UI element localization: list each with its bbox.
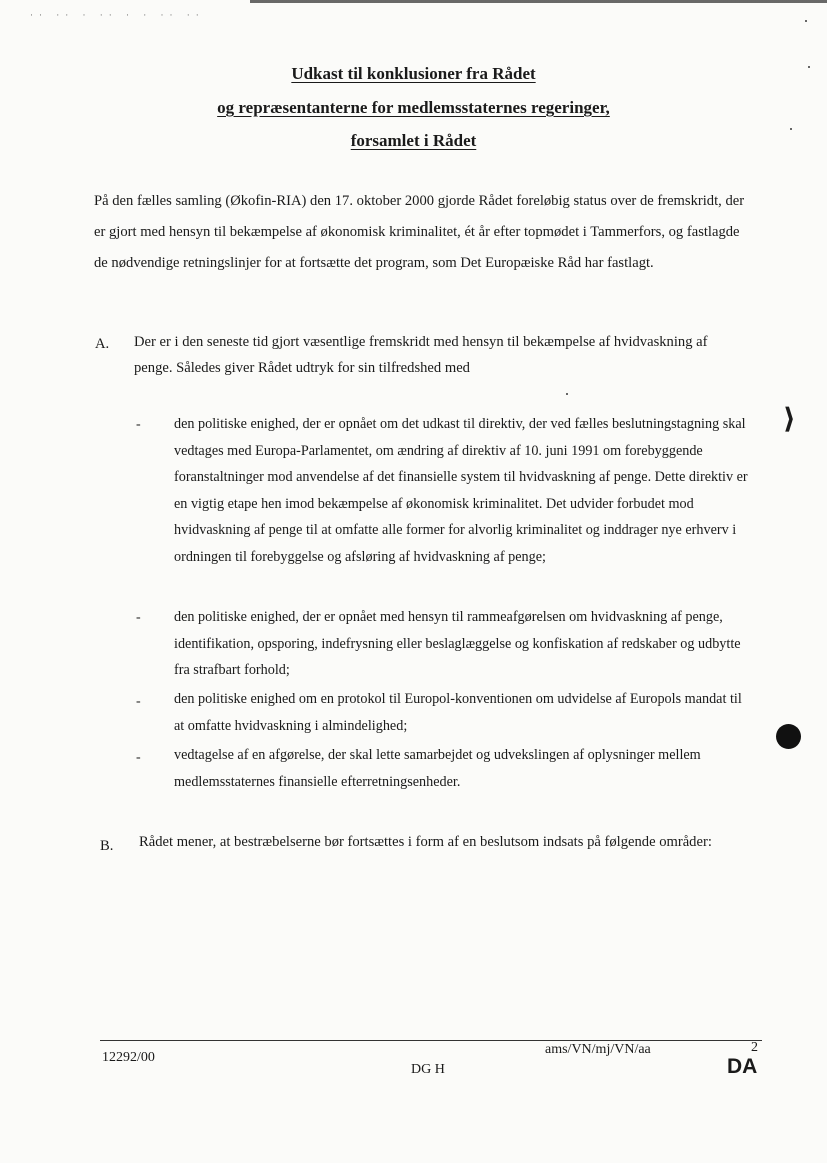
section-b-text: Rådet mener, at bestræbelserne bør fortsættes i form af en beslutsom indsats på følgende områder: [139, 834, 712, 850]
document-number: 12292/00 [102, 1050, 155, 1065]
bullet-marker: - [136, 610, 141, 625]
scan-edge-line [0, 0, 827, 3]
title-line-1: Udkast til konklusioner fra Rådet [291, 64, 536, 83]
punch-hole-dot [776, 724, 801, 749]
bullet-marker: - [136, 750, 141, 765]
page-number: 2 [751, 1040, 758, 1055]
section-b-label: B. [100, 838, 114, 854]
scan-artifact-marks: ·· ·· · ·· · · ·· ·· [30, 10, 205, 20]
scan-mark-hook: ⟩ [783, 404, 796, 435]
scan-speck [805, 20, 807, 22]
list-item: den politiske enighed om en protokol til Europol-konventionen om udvidelse af Europols mandat til at omfatte hvidvaskning i almindelighed; [174, 691, 742, 734]
scan-speck [566, 393, 568, 395]
dg-label: DG H [411, 1062, 445, 1077]
scan-speck [790, 128, 792, 130]
section-a-text: Der er i den seneste tid gjort væsentlige fremskridt med hensyn til bekæmpelse af hvidvaskning af penge. Således giver Rådet udtryk for sin tilfredshed med [134, 334, 708, 376]
title-line-3: forsamlet i Rådet [350, 131, 477, 150]
list-item: den politiske enighed, der er opnået om det udkast til direktiv, der ved fælles beslutningstagning skal vedtages med Europa-Parlamentet, om ændring af direktiv af 10. juni 1991 om forebyggende foranstaltninger mod anvendelse af det finansielle system til hvidvaskning af penge. Dette direktiv er en vigtig etape hen imod bekæmpelse af økonomisk kriminalitet. Det udvider forbudet mod hvidvaskning af penge til at omfatte alle former for alvorlig kriminalitet og inddrager nye erhverv i ordningen til forebyggelse og afsløring af hvidvaskning af penge; [174, 416, 748, 565]
reference-code: ams/VN/mj/VN/aa [545, 1042, 651, 1057]
list-item: vedtagelse af en afgørelse, der skal lette samarbejdet og udvekslingen af oplysninger mellem medlemsstaternes finansielle efterretningsenheder. [174, 747, 701, 790]
list-item: den politiske enighed, der er opnået med hensyn til rammeafgørelsen om hvidvaskning af penge, identifikation, opsporing, indefrysning eller beslaglæggelse og konfiskation af redskaber og udbytte fra strafbart forhold; [174, 609, 741, 679]
bullet-marker: - [136, 694, 141, 709]
section-a-label: A. [95, 336, 110, 352]
title-line-2: og repræsentanterne for medlemsstaternes regeringer, [217, 98, 610, 117]
bullet-marker: - [136, 417, 141, 432]
intro-paragraph: På den fælles samling (Økofin-RIA) den 17. oktober 2000 gjorde Rådet foreløbig status over de fremskridt, der er gjort med hensyn til bekæmpelse af økonomisk kriminalitet, ét år efter topmødet i Tammerfors, og fastlagde de nødvendige retningslinjer for at fortsætte det program, som Det Europæiske Råd har fastlagt. [94, 193, 745, 271]
footer-divider [100, 1040, 762, 1041]
language-code: DA [727, 1055, 758, 1078]
